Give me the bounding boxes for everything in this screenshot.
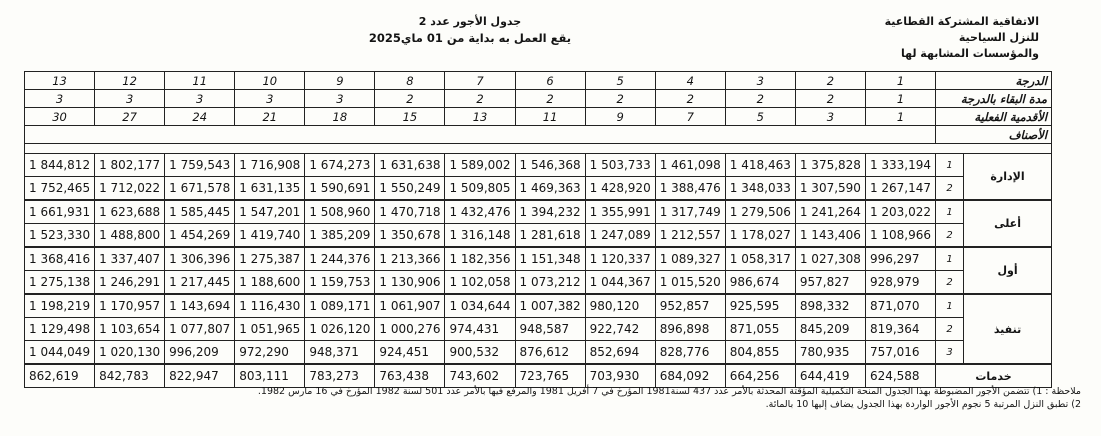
wage-value: 925,595 (725, 294, 795, 318)
duration-row-label: مدة البقاء بالدرجة (936, 90, 1052, 108)
categories-row (25, 126, 1052, 144)
wage-value: 1 217,445 (165, 271, 235, 295)
degree-row-cell: 7 (445, 72, 515, 90)
note-2: 2) تطبق النزل المرتبة 5 نجوم الأجور الواردة بهذا الجدول يضاف إليها 10 بالمائة. (765, 399, 1081, 410)
degree-row-cell: 2 (795, 72, 865, 90)
seniority-row-cell: 24 (165, 108, 235, 126)
wage-value: 1 267,147 (865, 177, 935, 201)
wage-value: 1 503,733 (585, 154, 655, 177)
table-row (25, 294, 1052, 318)
degree-row-cell: 4 (655, 72, 725, 90)
wage-value: 845,209 (795, 318, 865, 341)
echelon-number: 1 (936, 247, 964, 271)
wage-value: 1 246,291 (95, 271, 165, 295)
seniority-row-cell: 13 (445, 108, 515, 126)
duration-row-cell: 3 (95, 90, 165, 108)
wage-value: 1 116,430 (235, 294, 305, 318)
seniority-row-cell: 9 (585, 108, 655, 126)
wage-value: 1 674,273 (305, 154, 375, 177)
degree-row-cell: 8 (375, 72, 445, 90)
seniority-row-cell: 5 (725, 108, 795, 126)
categories-blank (25, 126, 936, 144)
seniority-row-cell: 30 (25, 108, 95, 126)
degree-row-cell: 3 (725, 72, 795, 90)
duration-row-cell: 3 (235, 90, 305, 108)
echelon-number: 2 (936, 177, 964, 201)
duration-row-cell: 2 (795, 90, 865, 108)
wage-value: 703,930 (585, 364, 655, 388)
category-name: أول (964, 247, 1052, 294)
wage-value: 1 523,330 (25, 224, 95, 248)
wage-value: 922,742 (585, 318, 655, 341)
wage-value: 1 355,991 (585, 200, 655, 224)
wage-value: 1 244,376 (305, 247, 375, 271)
wage-value: 783,273 (305, 364, 375, 388)
table-row (25, 318, 1052, 341)
effective-date: يقع العمل به بداية من 01 ماي2025 (368, 31, 572, 45)
wage-value: 1 077,807 (165, 318, 235, 341)
wage-value: 996,209 (165, 341, 235, 365)
wage-value: 1 802,177 (95, 154, 165, 177)
services-row (25, 364, 1052, 388)
wage-value: 1 368,416 (25, 247, 95, 271)
duration-row-cell: 2 (515, 90, 585, 108)
duration-row (25, 90, 1052, 108)
table-row (25, 224, 1052, 248)
wage-value: 1 350,678 (375, 224, 445, 248)
duration-row-cell: 3 (25, 90, 95, 108)
table-row (25, 247, 1052, 271)
wage-value: 957,827 (795, 271, 865, 295)
wage-value: 1 547,201 (235, 200, 305, 224)
seniority-row-cell: 11 (515, 108, 585, 126)
wage-value: 804,855 (725, 341, 795, 365)
duration-row-cell: 3 (305, 90, 375, 108)
echelon-number: 1 (936, 200, 964, 224)
seniority-row-cell: 27 (95, 108, 165, 126)
header-right (869, 14, 1039, 62)
echelon-number: 2 (936, 224, 964, 248)
wage-value: 1 428,920 (585, 177, 655, 201)
spacer-cell (25, 144, 1052, 154)
seniority-row-cell: 3 (795, 108, 865, 126)
wage-value: 1 279,506 (725, 200, 795, 224)
wage-value: 1 007,382 (515, 294, 585, 318)
seniority-row-cell: 7 (655, 108, 725, 126)
wage-value: 644,419 (795, 364, 865, 388)
wage-value: 1 671,578 (165, 177, 235, 201)
wage-value: 1 275,138 (25, 271, 95, 295)
wage-value: 1 470,718 (375, 200, 445, 224)
wage-value: 862,619 (25, 364, 95, 388)
wage-value: 1 844,812 (25, 154, 95, 177)
wage-value: 664,256 (725, 364, 795, 388)
degree-row-cell: 6 (515, 72, 585, 90)
wage-value: 1 275,387 (235, 247, 305, 271)
wage-value: 1 418,463 (725, 154, 795, 177)
wage-value: 1 102,058 (445, 271, 515, 295)
wage-value: 1 316,148 (445, 224, 515, 248)
wage-value: 1 015,520 (655, 271, 725, 295)
wage-value: 1 044,049 (25, 341, 95, 365)
seniority-row-label: الأقدمية الفعلية (936, 108, 1052, 126)
wage-value: 852,694 (585, 341, 655, 365)
table-row (25, 154, 1052, 177)
wage-value: 1 073,212 (515, 271, 585, 295)
wage-value: 1 454,269 (165, 224, 235, 248)
wage-value: 871,070 (865, 294, 935, 318)
wage-value: 1 317,749 (655, 200, 725, 224)
wage-value: 871,055 (725, 318, 795, 341)
wage-value: 1 143,406 (795, 224, 865, 248)
wage-value: 1 120,337 (585, 247, 655, 271)
duration-row-cell: 3 (165, 90, 235, 108)
echelon-number: 3 (936, 341, 964, 365)
wage-value: 1 129,498 (25, 318, 95, 341)
degree-row-cell: 11 (165, 72, 235, 90)
wage-value: 1 631,135 (235, 177, 305, 201)
wage-value: 1 432,476 (445, 200, 515, 224)
degree-row-label: الدرجة (936, 72, 1052, 90)
wage-value: 819,364 (865, 318, 935, 341)
wage-value: 780,935 (795, 341, 865, 365)
spacer-row (25, 144, 1052, 154)
wage-value: 1 348,033 (725, 177, 795, 201)
wage-value: 1 509,805 (445, 177, 515, 201)
table-row (25, 177, 1052, 201)
wage-value: 1 182,356 (445, 247, 515, 271)
wage-value: 924,451 (375, 341, 445, 365)
wage-value: 1 130,906 (375, 271, 445, 295)
wage-value: 624,588 (865, 364, 935, 388)
wage-value: 1 546,368 (515, 154, 585, 177)
wage-value: 822,947 (165, 364, 235, 388)
wage-value: 1 306,396 (165, 247, 235, 271)
degree-row-cell: 12 (95, 72, 165, 90)
wage-value: 1 388,476 (655, 177, 725, 201)
wage-value: 1 550,249 (375, 177, 445, 201)
table-row (25, 271, 1052, 295)
wage-value: 1 585,445 (165, 200, 235, 224)
wage-value: 1 089,171 (305, 294, 375, 318)
wage-value: 763,438 (375, 364, 445, 388)
wage-value: 723,765 (515, 364, 585, 388)
wage-value: 948,371 (305, 341, 375, 365)
wage-value: 1 212,557 (655, 224, 725, 248)
wage-value: 1 333,194 (865, 154, 935, 177)
wage-value: 1 000,276 (375, 318, 445, 341)
wage-value: 1 375,828 (795, 154, 865, 177)
wage-value: 1 213,366 (375, 247, 445, 271)
wage-value: 1 623,688 (95, 200, 165, 224)
degree-row (25, 72, 1052, 90)
wage-table (24, 71, 1052, 388)
wage-value: 1 631,638 (375, 154, 445, 177)
degree-row-cell: 5 (585, 72, 655, 90)
notes (21, 385, 1081, 411)
wage-value: 1 508,960 (305, 200, 375, 224)
wage-value: 1 394,232 (515, 200, 585, 224)
wage-value: 1 247,089 (585, 224, 655, 248)
duration-row-cell: 2 (375, 90, 445, 108)
wage-value: 1 061,907 (375, 294, 445, 318)
wage-value: 1 461,098 (655, 154, 725, 177)
wage-value: 1 103,654 (95, 318, 165, 341)
wage-value: 876,612 (515, 341, 585, 365)
seniority-row-cell: 18 (305, 108, 375, 126)
wage-value: 972,290 (235, 341, 305, 365)
echelon-number: 1 (936, 294, 964, 318)
degree-row-cell: 9 (305, 72, 375, 90)
seniority-row (25, 108, 1052, 126)
degree-row-cell: 10 (235, 72, 305, 90)
table-row (25, 200, 1052, 224)
wage-value: 1 716,908 (235, 154, 305, 177)
wage-value: 828,776 (655, 341, 725, 365)
seniority-row-cell: 21 (235, 108, 305, 126)
wage-value: 1 337,407 (95, 247, 165, 271)
wage-value: 1 058,317 (725, 247, 795, 271)
degree-row-cell: 1 (865, 72, 935, 90)
header-center (330, 14, 610, 46)
degree-row-cell: 13 (25, 72, 95, 90)
duration-row-cell: 2 (655, 90, 725, 108)
wage-value: 1 044,367 (585, 271, 655, 295)
services-name: خدمات (936, 364, 1052, 388)
wage-value: 986,674 (725, 271, 795, 295)
seniority-row-cell: 1 (865, 108, 935, 126)
wage-value: 1 281,618 (515, 224, 585, 248)
wage-value: 1 241,264 (795, 200, 865, 224)
agreement-title: الاتفاقية المشتركة القطاعية (884, 15, 1039, 28)
wage-value: 1 203,022 (865, 200, 935, 224)
wage-value: 743,602 (445, 364, 515, 388)
wage-value: 1 589,002 (445, 154, 515, 177)
duration-row-cell: 1 (865, 90, 935, 108)
wage-value: 896,898 (655, 318, 725, 341)
duration-row-cell: 2 (725, 90, 795, 108)
wage-value: 684,092 (655, 364, 725, 388)
wage-value: 1 469,363 (515, 177, 585, 201)
wage-value: 1 188,600 (235, 271, 305, 295)
wage-value: 1 151,348 (515, 247, 585, 271)
wage-value: 1 051,965 (235, 318, 305, 341)
wage-value: 898,332 (795, 294, 865, 318)
echelon-number: 2 (936, 271, 964, 295)
wage-value: 900,532 (445, 341, 515, 365)
wage-value: 1 198,219 (25, 294, 95, 318)
agreement-sector-line1: للنزل السياحية (958, 31, 1039, 44)
wage-value: 996,297 (865, 247, 935, 271)
table-title: جدول الأجور عدد 2 (418, 15, 522, 28)
wage-value: 1 661,931 (25, 200, 95, 224)
duration-row-cell: 2 (445, 90, 515, 108)
wage-value: 1 143,694 (165, 294, 235, 318)
wage-value: 952,857 (655, 294, 725, 318)
wage-value: 842,783 (95, 364, 165, 388)
wage-value: 1 170,957 (95, 294, 165, 318)
wage-value: 980,120 (585, 294, 655, 318)
wage-value: 1 026,120 (305, 318, 375, 341)
wage-value: 1 020,130 (95, 341, 165, 365)
wage-value: 928,979 (865, 271, 935, 295)
wage-value: 1 034,644 (445, 294, 515, 318)
echelon-number: 2 (936, 318, 964, 341)
duration-row-cell: 2 (585, 90, 655, 108)
wage-value: 1 488,800 (95, 224, 165, 248)
wage-value: 1 159,753 (305, 271, 375, 295)
wage-value: 1 307,590 (795, 177, 865, 201)
wage-value: 1 385,209 (305, 224, 375, 248)
category-name: تنفيذ (964, 294, 1052, 364)
wage-value: 1 027,308 (795, 247, 865, 271)
echelon-number: 1 (936, 154, 964, 177)
wage-value: 1 178,027 (725, 224, 795, 248)
agreement-sector-line2: والمؤسسات المشابهة لها (900, 47, 1039, 60)
seniority-row-cell: 15 (375, 108, 445, 126)
wage-value: 1 759,543 (165, 154, 235, 177)
note-1: ملاحظة : 1) تتضمن الأجور المضبوطة بهذا الجدول المنحة التكميلية المؤقتة المحدثة بالأمر عدد 437 لسنة1981 المؤرخ في 7 أفريل 1981 والمرفع فيها بالأمر عدد 501 لسنة 1982 المؤرخ في 16 مارس 1982. (257, 386, 1081, 397)
table-row (25, 341, 1052, 365)
wage-value: 1 419,740 (235, 224, 305, 248)
category-name: أعلى (964, 200, 1052, 247)
wage-value: 948,587 (515, 318, 585, 341)
category-name: الإدارة (964, 154, 1052, 201)
wage-value: 803,111 (235, 364, 305, 388)
categories-label: الأصناف (936, 126, 1052, 144)
wage-value: 1 712,022 (95, 177, 165, 201)
wage-value: 1 108,966 (865, 224, 935, 248)
wage-value: 757,016 (865, 341, 935, 365)
wage-value: 974,431 (445, 318, 515, 341)
wage-value: 1 089,327 (655, 247, 725, 271)
wage-value: 1 752,465 (25, 177, 95, 201)
wage-value: 1 590,691 (305, 177, 375, 201)
